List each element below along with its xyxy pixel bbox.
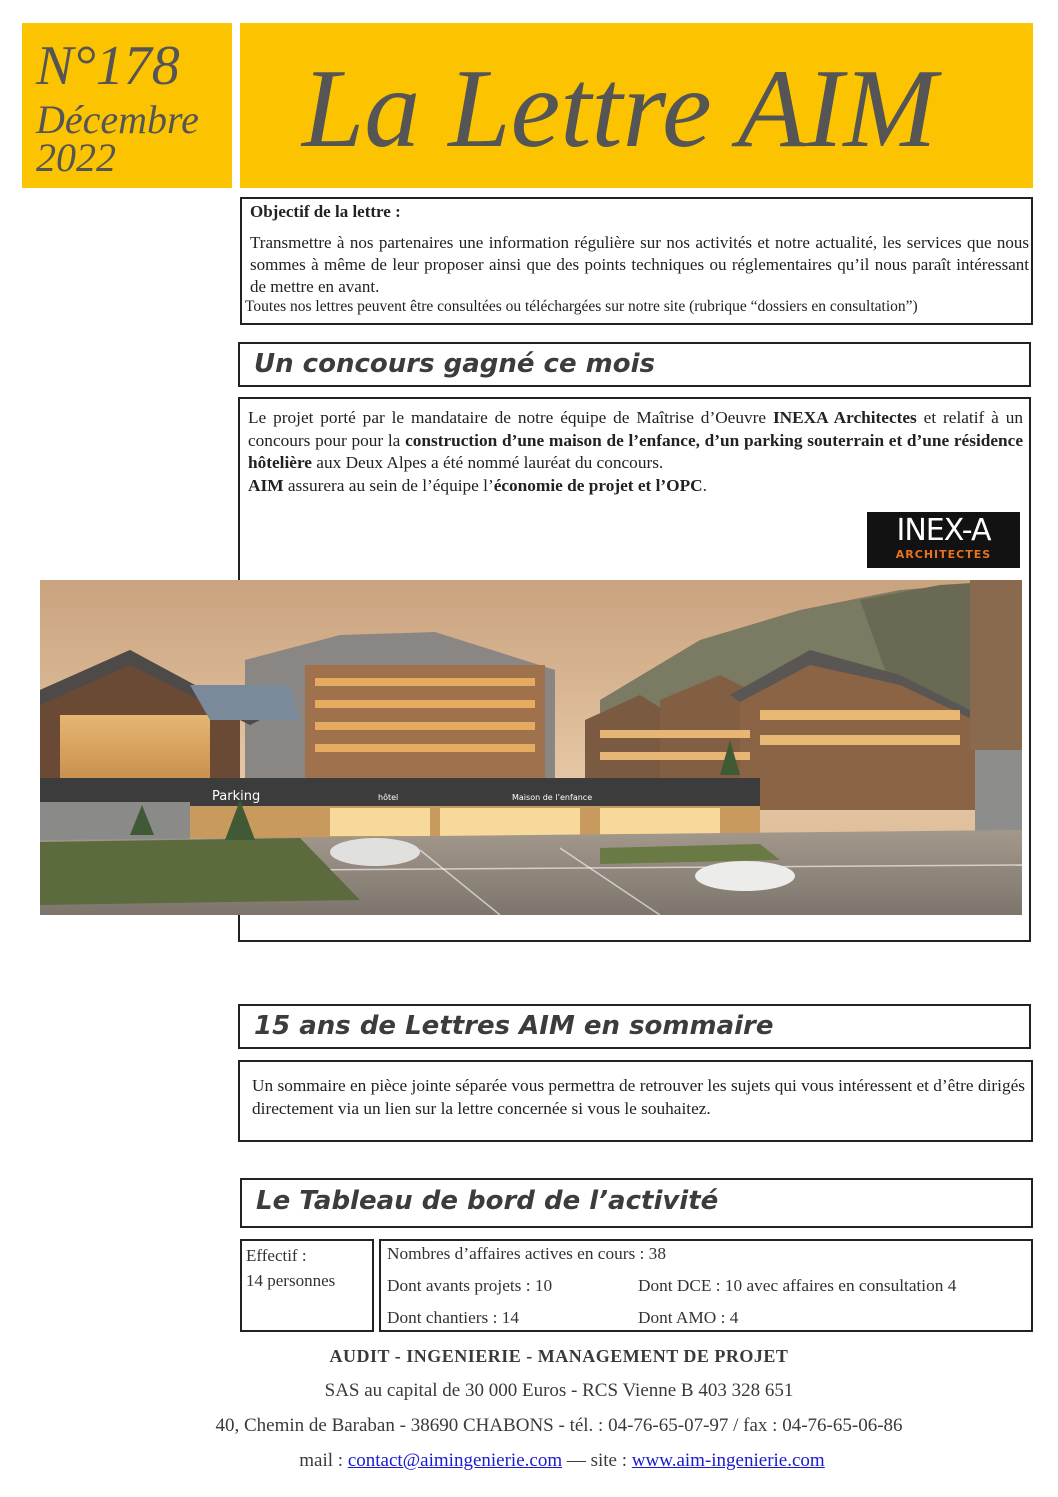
- issue-box: [22, 23, 232, 188]
- objective-heading: Objectif de la lettre :: [250, 202, 401, 221]
- objective-box: [240, 197, 1033, 325]
- avants-projets: Dont avants projets : 10: [387, 1276, 553, 1295]
- email-link[interactable]: contact@aimingenierie.com: [347, 1450, 563, 1471]
- website-link[interactable]: www.aim-ingenierie.com: [631, 1450, 825, 1471]
- logo-wordmark: INEX-A: [896, 513, 991, 548]
- render-label-maison: Maison de l’enfance: [512, 793, 593, 802]
- logo-subtitle: ARCHITECTES: [895, 548, 992, 561]
- text-run: Le projet porté par le mandataire de notre équipe de Maîtrise d’Oeuvre: [248, 408, 773, 427]
- section-heading-tableau: [240, 1178, 1033, 1228]
- effectif-label: Effectif :: [246, 1246, 307, 1265]
- section-heading-sommaire: [238, 1004, 1031, 1049]
- footer-company: SAS au capital de 30 000 Euros - RCS Vienne B 403 328 651: [324, 1380, 794, 1401]
- text-run: aux Deux Alpes a été nommé lauréat du concours.: [311, 453, 664, 472]
- effectif-value: 14 personnes: [246, 1271, 336, 1290]
- footer-address: 40, Chemin de Baraban - 38690 CHABONS - tél. : 04-76-65-07-97 / fax : 04-76-65-06-86: [215, 1415, 903, 1436]
- text-run: assurera au sein de l’équipe l’: [283, 475, 494, 495]
- section-heading-concours: [238, 342, 1031, 387]
- section-body-sommaire: [238, 1060, 1033, 1142]
- project-render-image: [40, 580, 1022, 915]
- text-run: .: [702, 475, 707, 495]
- effectif-box: [240, 1239, 374, 1332]
- objective-text: Transmettre à nos partenaires une information régulière sur nos activités et notre actualité, les services que nous sommes à même de leur proposer ainsi que des points techniques ou réglementaires qu’il nous paraît intéressant de mettre en avant.: [250, 233, 1029, 296]
- issue-number: N°178: [36, 35, 180, 97]
- section-title: 15 ans de Lettres AIM en sommaire: [254, 1011, 774, 1041]
- site-separator: — site :: [562, 1450, 632, 1471]
- render-label-parking: Parking: [212, 789, 261, 804]
- section-title: Le Tableau de bord de l’activité: [256, 1186, 719, 1216]
- inexa-name: INEXA Architectes: [772, 408, 917, 427]
- issue-year: 2022: [36, 135, 116, 180]
- project-description: construction d’une maison de l’enfance, d’un parking souterrain et d’une résidence hôtelière: [248, 430, 1023, 472]
- render-label-hotel: hôtel: [378, 793, 399, 802]
- footer-contact: [0, 1450, 1058, 1472]
- issue-month: Décembre: [36, 97, 199, 142]
- aim-name: AIM: [248, 475, 284, 495]
- section-title: Un concours gagné ce mois: [254, 349, 655, 379]
- inexa-logo: [867, 512, 1020, 568]
- activity-box: [379, 1239, 1033, 1332]
- affaires-actives: Nombres d’affaires actives en cours : 38: [387, 1244, 666, 1263]
- title-banner: [240, 23, 1033, 188]
- text-run: et relatif à un concours pour pour la: [248, 408, 1023, 450]
- dce-count: Dont DCE : 10 avec affaires en consultation 4: [638, 1276, 957, 1295]
- effectif-text: [246, 1243, 335, 1293]
- sommaire-text: Un sommaire en pièce jointe séparée vous permettra de retrouver les sujets qui vous intéressent et d’être dirigés directement via un lien sur la lettre concernée si vous le souhaitez.: [252, 1076, 1025, 1118]
- mission-description: économie de projet et l’OPC: [493, 475, 703, 495]
- amo-count: Dont AMO : 4: [638, 1308, 739, 1327]
- concours-text: [248, 407, 1023, 497]
- chantiers-count: Dont chantiers : 14: [387, 1308, 519, 1327]
- newsletter-title: La Lettre AIM: [302, 47, 937, 171]
- mail-label: mail :: [299, 1450, 348, 1471]
- objective-note: Toutes nos lettres peuvent être consultées ou téléchargées sur notre site (rubrique “dossiers en consultation”): [245, 298, 918, 315]
- footer-tagline: AUDIT - INGENIERIE - MANAGEMENT DE PROJET: [329, 1346, 789, 1366]
